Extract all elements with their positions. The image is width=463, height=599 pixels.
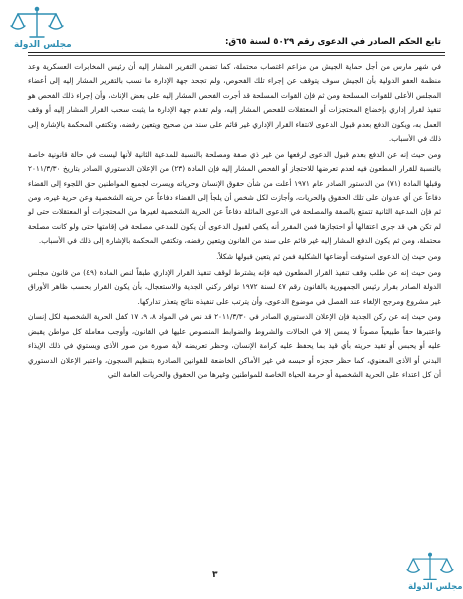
scales-of-justice-icon [402, 552, 458, 582]
header-divider [28, 52, 445, 53]
paragraph-3: ومن حيث إن الدعوى استوفت أوضاعها الشكلية فمن ثم يتعين قبولها شكلاً. [216, 252, 441, 262]
paragraph-4: ومن حيث إنه عن طلب وقف تنفيذ القرار المطعون فيه فإنه يشترط لوقف تنفيذ القرار الإداري طبقاً لنص المادة (٤٩) من قانون مجلس الدولة الصادر بقرار رئيس الجمهورية بالقانون رقم ٤٧ لسنة ١٩٧٢ توافر ركني الجدية والاستعجال، بأن يكون القرار بحسب ظاهر الأوراق غير مشروع ومرجح الإلغاء عند الفصل في موضوع الدعوى، وأن يترتب على تنفيذه نتائج يتعذر تداركها. [28, 267, 441, 306]
page-number: ٣ [212, 570, 218, 580]
council-of-state-logo [6, 6, 72, 54]
header-divider-thin [28, 55, 445, 56]
logo-label: مجلس الدولة [408, 582, 463, 592]
judgment-body [28, 60, 441, 383]
paragraph-2: ومن حيث إنه عن الدفع بعدم قبول الدعوى لرفعها من غير ذي صفة ومصلحة بالنسبة للمدعية الثانية لأنها ليست في حالة قانونية خاصة بالنسبة للقرار المطعون فيه لعدم تعرضها للاحتجاز أو الفحص المشار إليه فإن المادة (٢٣) من الإعلان الدستوري الصادر بتاريخ ٢٠١١/٣/٣٠ وقبلها المادة (٧١) من الدستور الصادر عام ١٩٧١ أعلت من شأن حقوق الإنسان وحرياته ويسرت لجميع المواطنين حق اللجوء إلى القضاء دفاعاً عن أي عدوان على تلك الحقوق والحريات، وأجازت لكل شخص أن يلجأ إلى القضاء دفاعاً عن حريته الشخصية وعن حرية غيره، ومن ثم فإن المدعية الثانية تتمتع بالصفة والمصلحة في الدعوى الماثلة دفاعاً عن الحرية الشخصية لغيرها من المحتجزات أو المعتقلات حتى لو لم تكن هي قد جرى اعتقالها أو احتجازها فمن المقرر أنه يكفي لقبول الدعوى أن يكون للمدعي مصلحة في إقامتها حتى ولو كانت مصلحة محتملة، ومن ثم يكون الدفع المشار إليه غير قائم على سند من القانون ويتعين رفضه، وتكتفي المحكمة بالإشارة إلى ذلك في الأسباب. [28, 149, 442, 246]
council-of-state-logo-footer [402, 552, 463, 596]
paragraph-5: ومن حيث إنه عن ركن الجدية فإن الإعلان الدستوري الصادر في ٢٠١١/٣/٣٠ قد نص في المواد ٨، ٩، ١٧ كفل الحرية الشخصية لكل إنسان واعتبرها حقاً طبيعياً مصوناً لا يمس إلا في الحالات والشروط والضوابط المنصوص عليها في القانون، وأوجب معاملة كل مواطن يقبض عليه أو يحبس أو تقيد حريته بأي قيد بما يحفظ عليه كرامة الإنسان، وحظر تعريضه لأية صورة من صور الأذى ويستوي في ذلك الإيذاء البدني أو الأذى المعنوي، كما حظر حجزه أو حبسه في غير الأماكن الخاضعة للقوانين الصادرة بتنظيم السجون، واعتبر الإعلان الدستوري أن كل اعتداء على الحرية الشخصية أو حرمة الحياة الخاصة للمواطنين وغيرها من الحقوق والحريات العامة التي [28, 312, 441, 380]
logo-label: مجلس الدولة [14, 40, 72, 50]
case-header-title: تابع الحكم الصادر في الدعوى رقم ٥٠٢٩ لسنة ٦٥ق: [224, 37, 441, 47]
scales-of-justice-icon [6, 6, 68, 40]
paragraph-1: في شهر مارس من أجل حماية الجيش من مزاعم اغتصاب محتملة، كما تضمن التقرير المشار إليه أن رئيس المخابرات العسكرية وعد منظمة العفو الدولية بأن الجيش سوف يتوقف عن إجراء تلك الفحوص، ولم تجحد جهة الإدارة ما نسب بالتقرير المشار إليه إلى أعضاء المجلس الأعلى للقوات المسلحة ومن ثم فإن القوات المسلحة قد أجرت الفحص المشار إليه على بعض الإناث، وأن إجراء ذلك الفحص هو تنفيذ لقرار إداري بإخضاع المحتجزات أو المعتقلات للفحص المشار إليه، ولم تقدم جهة الإدارة ما يثبت سحب القرار المشار إليه أو وقف العمل به، ويكون الدفع بعدم قبول الدعوى لانتفاء القرار الإداري غير قائم على سند من صحيح ويتعين رفضه، وتكتفي المحكمة بالإشارة إلى ذلك في الأسباب. [28, 62, 441, 144]
